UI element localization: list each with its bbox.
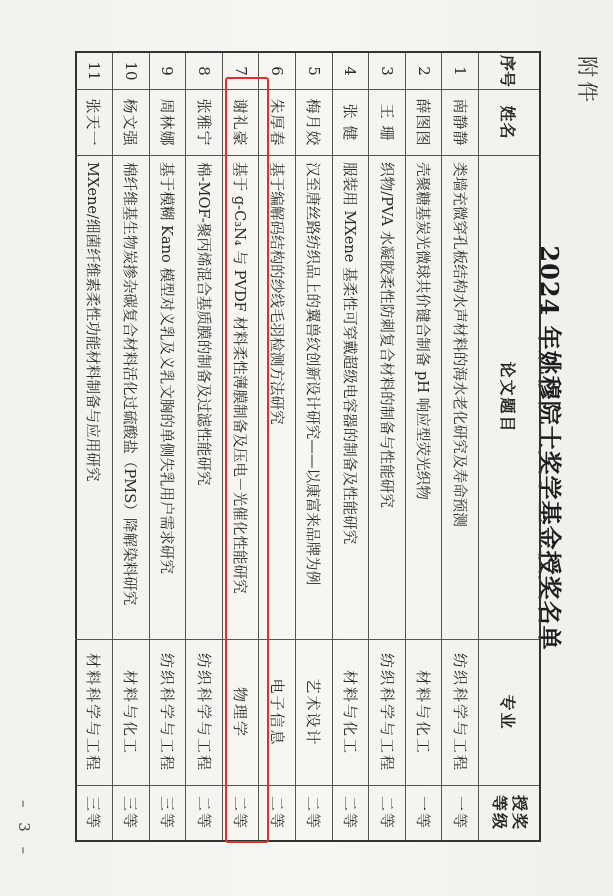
header-award-level-line2: 等级 [490, 794, 509, 831]
header-no: 序号 [479, 53, 539, 90]
page-number: – 3 – [15, 800, 33, 860]
table-row [185, 53, 222, 840]
cell-no: 7 [223, 53, 259, 90]
cell-thesis-title: 基于编解码结构的纱线毛羽检测方法研究 [259, 156, 295, 640]
cell-name: 朱厚春 [259, 90, 295, 156]
cell-name: 谢礼豪 [223, 90, 259, 156]
attachment-label: 附件 [575, 56, 599, 106]
table-row [405, 53, 442, 840]
header-award-level [479, 786, 539, 840]
cell-award-level: 一等 [450, 795, 469, 830]
cell-major: 纺织科学与工程 [150, 640, 186, 786]
cell-major: 电子信息 [259, 640, 295, 786]
cell-thesis-title: 类墙充微穿孔板结构水声材料的海水老化研究及寿命预测 [442, 156, 478, 640]
cell-name: 杨文强 [113, 90, 149, 156]
cell-award-level: 三等 [84, 795, 103, 830]
cell-no: 11 [75, 53, 112, 90]
cell-name: 王 珊 [369, 90, 405, 156]
cell-name: 梅月姣 [296, 90, 332, 156]
cell-no: 6 [259, 53, 295, 90]
cell-no: 8 [186, 53, 222, 90]
table-row [149, 53, 186, 840]
cell-major: 纺织科学与工程 [186, 640, 222, 786]
cell-award-level: 二等 [194, 795, 213, 830]
cell-no: 10 [113, 53, 149, 90]
cell-no: 9 [150, 53, 186, 90]
cell-name: 张 健 [333, 90, 369, 156]
header-major: 专业 [479, 640, 539, 786]
header-thesis-title: 论文题目 [479, 156, 539, 640]
document-title: 2024 年姚穆院士奖学基金授奖名单 [535, 245, 564, 651]
award-table [75, 51, 541, 842]
table-row [368, 53, 405, 840]
cell-thesis-title: MXene/细菌纤维素柔性功能材料制备与应用研究 [75, 156, 112, 640]
cell-thesis-title: 棉纤维基生物炭掺杂碳复合材料活化过硫酸盐（PMS）降解染料研究 [113, 156, 149, 640]
cell-award-level: 二等 [231, 795, 250, 830]
cell-thesis-title: 壳聚糖基炭光微球共价键合制备 pH 响应型荧光织物 [406, 156, 442, 640]
cell-name: 南静静 [442, 90, 478, 156]
cell-major: 材料科学与工程 [75, 640, 112, 786]
cell-no: 2 [406, 53, 442, 90]
cell-award-level: 二等 [267, 795, 286, 830]
cell-thesis-title: 基于 g-C₃N₄ 与 PVDF 材料柔性薄膜制备及压电－光催化性能研究 [223, 156, 259, 640]
cell-thesis-title: 棉-MOF-聚丙烯混合基质膜的制备及过滤性能研究 [186, 156, 222, 640]
cell-no: 1 [442, 53, 478, 90]
cell-name: 张天一 [75, 90, 112, 156]
table-body [75, 53, 478, 840]
cell-name: 周林娜 [150, 90, 186, 156]
table-row [75, 53, 112, 840]
cell-award-level: 一等 [414, 795, 433, 830]
cell-award-level: 三等 [121, 795, 140, 830]
cell-no: 4 [333, 53, 369, 90]
cell-major: 材料与化工 [113, 640, 149, 786]
table-header-row [478, 53, 539, 840]
cell-major: 物理学 [223, 640, 259, 786]
cell-major: 材料与化工 [333, 640, 369, 786]
cell-major: 纺织科学与工程 [442, 640, 478, 786]
header-award-level-line1: 授奖 [510, 794, 529, 831]
cell-thesis-title: 织物/PVA 水凝胶柔性防刺复合材料的制备与性能研究 [369, 156, 405, 640]
cell-award-level: 二等 [377, 795, 396, 830]
cell-name: 薛图图 [406, 90, 442, 156]
cell-award-level: 三等 [157, 795, 176, 830]
cell-thesis-title: 基于模糊 Kano 模型对义乳及义乳文胸的单侧失乳用户需求研究 [150, 156, 186, 640]
cell-award-level: 二等 [304, 795, 323, 830]
highlight-box-row-3 [225, 77, 269, 843]
cell-name: 张雅宁 [186, 90, 222, 156]
table-row [441, 53, 478, 840]
header-name: 姓名 [479, 90, 539, 156]
cell-award-level: 二等 [340, 795, 359, 830]
table-row [295, 53, 332, 840]
cell-thesis-title: 服装用 MXene 基柔性可穿戴超级电容器的制备及性能研究 [333, 156, 369, 640]
cell-major: 艺术设计 [296, 640, 332, 786]
cell-major: 纺织科学与工程 [369, 640, 405, 786]
cell-no: 3 [369, 53, 405, 90]
cell-no: 5 [296, 53, 332, 90]
cell-major: 材料与化工 [406, 640, 442, 786]
table-row [112, 53, 149, 840]
cell-thesis-title: 汉至唐丝路纺织品上的翼兽纹创新设计研究——以康富来品牌为例 [296, 156, 332, 640]
table-row [332, 53, 369, 840]
